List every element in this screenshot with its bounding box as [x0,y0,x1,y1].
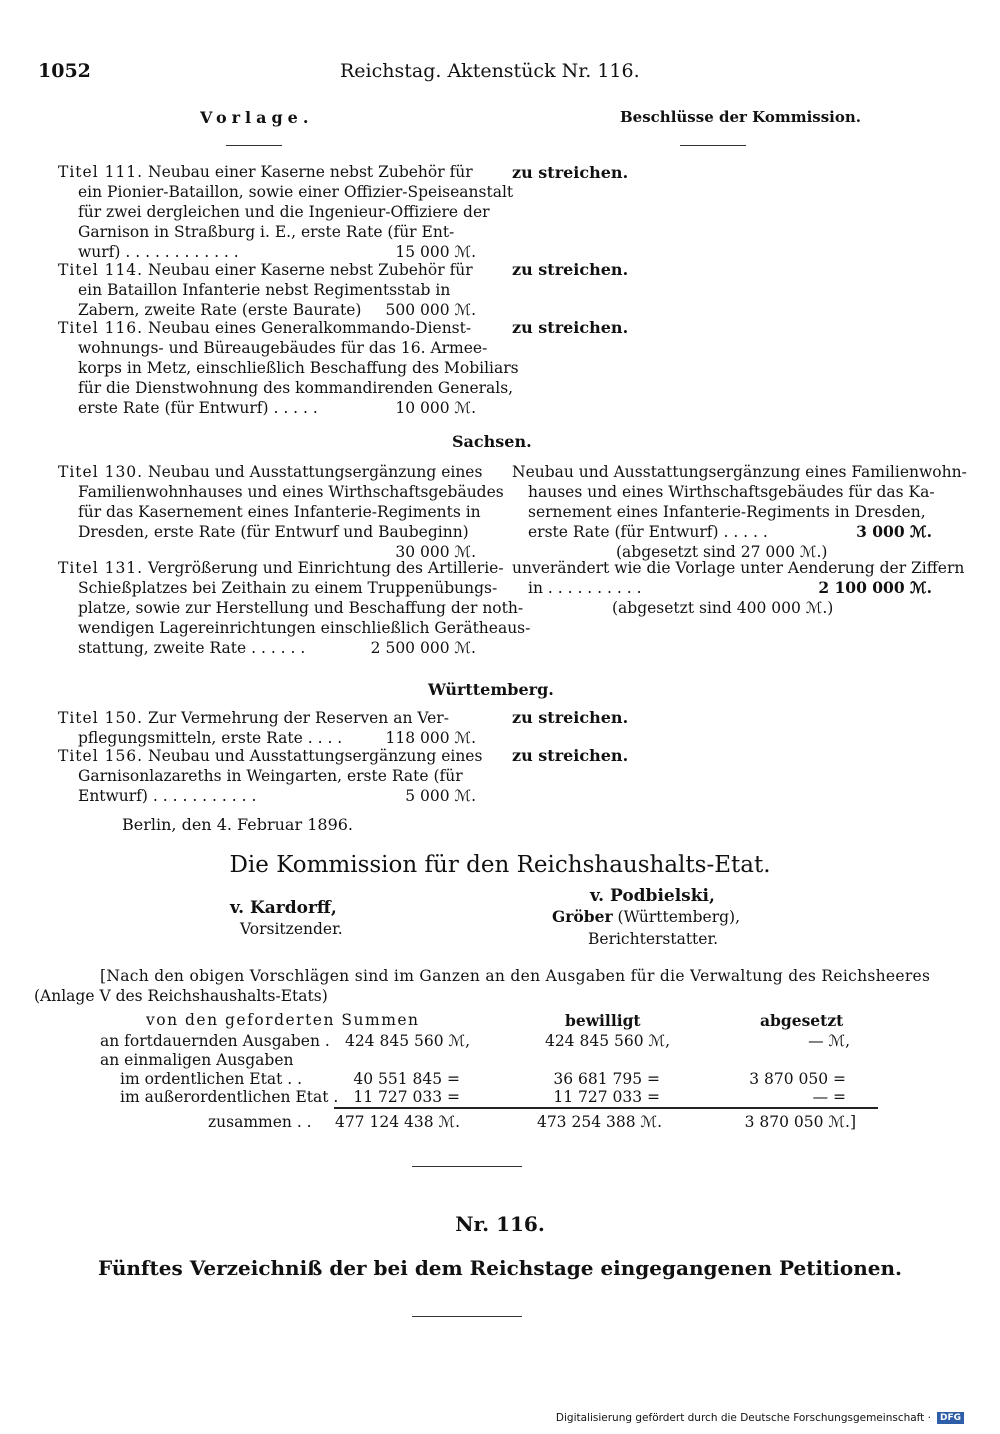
entry-line: Entwurf) [78,787,148,805]
summary-requested: 424 845 560 ℳ, [344,1032,470,1050]
next-document-title: Fünftes Verzeichniß der bei dem Reichstage eingegangenen Petitionen. [97,1256,902,1280]
entry-line: platze, sowie zur Herstellung und Beschaffung der noth- [78,599,524,617]
verdict-titel-116: zu streichen. [512,318,629,337]
entry-line: wohnungs- und Büreaugebäudes für das 16. Armee- [78,339,488,357]
entry-amount: 500 000 ℳ. [385,301,476,319]
entry-line: Garnison in Straßburg i. E., erste Rate (für Ent- [78,223,455,241]
entry-title: Titel 150. [58,709,144,727]
section-heading-wuerttemberg: Württemberg. [428,680,554,699]
heading-rule-left [226,145,282,146]
entry-line: ein Pionier-Bataillon, sowie einer Offizier-Speiseanstalt [78,183,514,201]
left-column-heading: Vorlage. [200,108,314,127]
summary-granted: 36 681 795 = [553,1070,660,1088]
summary-total-rule [334,1107,878,1109]
entry-line: pflegungsmitteln, erste Rate [78,729,303,747]
chair-role: Vorsitzender. [240,920,343,938]
summary-total-granted: 473 254 388 ℳ. [536,1113,662,1131]
resolution-amount: 2 100 000 ℳ. [818,578,932,597]
entry-titel-150: Titel 150. Zur Vermehrung der Reserven an Ver- pflegungsmitteln, erste Rate . . . . 118 000 ℳ. [58,709,476,747]
entry-line: Dresden, erste Rate (für Entwurf und Baubeginn) [78,523,469,541]
commission-title: Die Kommission für den Reichshaushalts-Etat. [229,852,771,878]
chair-name: v. Kardorff, [230,898,337,918]
summary-granted: 424 845 560 ℳ, [544,1032,670,1050]
entry-line: für die Dienstwohnung des kommandirenden Generals, [78,379,514,397]
entry-line: Neubau und Ausstattungsergänzung eines [148,747,483,765]
entry-line: Neubau eines Generalkommando-Dienst- [148,319,472,337]
entry-line: Vergrößerung und Einrichtung des Artillerie- [148,559,504,577]
summary-total-deducted: 3 870 050 ℳ.] [744,1113,856,1131]
resolution-amount: 3 000 ℳ. [856,522,932,541]
summary-deducted: — ℳ, [808,1032,850,1050]
summary-row-label: im ordentlichen Etat . . [120,1070,303,1088]
summary-total-label: zusammen . . [208,1113,312,1131]
right-column-heading: Beschlüsse der Kommission. [620,108,861,126]
summary-deducted: — = [812,1088,846,1106]
entry-title: Titel 131. [58,559,144,577]
verdict-titel-114: zu streichen. [512,260,629,279]
entry-line: Zabern, zweite Rate (erste Baurate) [78,301,362,319]
heading-rule-right [680,145,746,146]
running-title: Reichstag. Aktenstück Nr. 116. [340,60,640,82]
entry-line: stattung, zweite Rate [78,639,247,657]
resolution-line: hauses und eines Wirthschaftsgebäudes für das Ka- [528,483,935,501]
resolution-titel-130: Neubau und Ausstattungsergänzung eines Familienwohn- hauses und eines Wirthschaftsgebäudes für das Ka- sernement eines Infanterie-Regiments in Dresden, erste Rate (für Entwurf) . . . . . 3 000 ℳ. (abgesetzt sind 27 000 ℳ.) [512,463,967,561]
entry-line: wendigen Lagereinrichtungen einschließlich Gerätheaus- [78,619,531,637]
summary-row-label: an fortdauernden Ausgaben . [100,1032,330,1050]
verdict-titel-150: zu streichen. [512,708,629,727]
summary-col-requested: von den geforderten Summen [146,1011,420,1029]
entry-line: für zwei dergleichen und die Ingenieur-Offiziere der [78,203,490,221]
verdict-titel-111: zu streichen. [512,163,629,182]
entry-line: Schießplatzes bei Zeithain zu einem Truppenübungs- [78,579,498,597]
resolution-line: erste Rate (für Entwurf) [528,523,719,541]
entry-amount: 118 000 ℳ. [385,729,476,747]
footer [556,1412,964,1424]
entry-title: Titel 130. [58,463,144,481]
entry-line: korps in Metz, einschließlich Beschaffung des Mobiliars [78,359,519,377]
resolution-note: (abgesetzt sind 400 000 ℳ.) [612,599,834,617]
rapporteur-name-2-line [552,907,740,926]
next-document-number: Nr. 116. [455,1212,545,1236]
entry-line: für das Kasernement eines Infanterie-Regiments in [78,503,481,521]
entry-line: wurf) [78,243,121,261]
resolution-line: unverändert wie die Vorlage unter Aenderung der Ziffern [512,559,965,577]
separator-rule [412,1166,522,1167]
summary-requested: 11 727 033 = [353,1088,460,1106]
entry-title: Titel 116. [58,319,144,337]
resolution-line: in [528,579,543,597]
entry-amount: 2 500 000 ℳ. [370,639,476,657]
entry-titel-116: Titel 116. Neubau eines Generalkommando-Dienst- wohnungs- und Büreaugebäudes für das 16. Armee- korps in Metz, einschließlich Beschaffung des Mobiliars für die Dienstwohnung des kommandirenden Generals, erste Rate (für Entwurf) . . . . . 10 000 ℳ. [58,319,519,417]
section-heading-sachsen: Sachsen. [452,432,532,451]
resolution-line: sernement eines Infanterie-Regiments in Dresden, [528,503,926,521]
summary-requested: 40 551 845 = [353,1070,460,1088]
summary-total-requested: 477 124 438 ℳ. [334,1113,460,1131]
rapporteur-name-2-suffix: (Württemberg), [617,908,741,926]
resolution-titel-131: unverändert wie die Vorlage unter Aenderung der Ziffern in . . . . . . . . . . 2 100 000 ℳ. (abgesetzt sind 400 000 ℳ.) [512,559,965,617]
summary-granted: 11 727 033 = [553,1088,660,1106]
summary-row-label: an einmaligen Ausgaben [100,1051,294,1069]
entry-titel-111: Titel 111. Neubau einer Kaserne nebst Zubehör für ein Pionier-Bataillon, sowie einer Offizier-Speiseanstalt für zwei dergleichen und die Ingenieur-Offiziere der Garnison in Straßburg i. E., erste Rate (für Ent- wurf) . . . . . . . . . . . . 15 000 ℳ. [58,163,514,261]
entry-line: Familienwohnhauses und eines Wirthschaftsgebäudes [78,483,504,501]
date-line: Berlin, den 4. Februar 1896. [122,815,354,834]
page-number: 1052 [38,60,91,82]
verdict-titel-156: zu streichen. [512,746,629,765]
entry-titel-130 [58,462,504,562]
entry-line: Zur Vermehrung der Reserven an Ver- [148,709,449,727]
entry-title: Titel 156. [58,747,144,765]
summary-deducted: 3 870 050 = [749,1070,846,1088]
entry-amount: 10 000 ℳ. [395,399,476,417]
entry-line: Neubau einer Kaserne nebst Zubehör für [148,261,473,279]
summary-col-granted: bewilligt [565,1011,641,1030]
summary-col-deducted: abgesetzt [760,1011,844,1030]
entry-amount: 5 000 ℳ. [405,787,476,805]
rapporteur-name-2: Gröber [552,907,613,926]
entry-amount: 30 000 ℳ. [395,543,476,561]
entry-title: Titel 111. [58,163,144,181]
footer-text: Digitalisierung gefördert durch die Deutsche Forschungsgemeinschaft · [555,1412,931,1424]
entry-line: Neubau und Ausstattungsergänzung eines [148,463,483,481]
entry-line: Garnisonlazareths in Weingarten, erste Rate (für [78,767,463,785]
entry-line: ein Bataillon Infanterie nebst Regimentsstab in [78,281,451,299]
entry-titel-156: Titel 156. Neubau und Ausstattungsergänzung eines Garnisonlazareths in Weingarten, erste Rate (für Entwurf) . . . . . . . . . . . 5 000 ℳ. [58,747,483,805]
entry-line: erste Rate (für Entwurf) [78,399,269,417]
rapporteur-role: Berichterstatter. [588,930,719,948]
resolution-note: (abgesetzt sind 27 000 ℳ.) [616,543,828,561]
entry-line: Neubau einer Kaserne nebst Zubehör für [148,163,473,181]
summary-intro-line-2: (Anlage V des Reichshaushalts-Etats) [34,987,328,1005]
entry-title: Titel 114. [58,261,144,279]
rapporteur-name-1: v. Podbielski, [590,886,715,906]
entry-titel-114 [58,260,476,320]
summary-intro-line-1: [Nach den obigen Vorschlägen sind im Ganzen an den Ausgaben für die Verwaltung des Reichsheeres [100,967,931,985]
dfg-logo-icon: DFG [937,1412,964,1424]
entry-titel-131: Titel 131. Vergrößerung und Einrichtung des Artillerie- Schießplatzes bei Zeithain zu einem Truppenübungs- platze, sowie zur Herstellung und Beschaffung der noth- wendigen Lagereinrichtungen einschließlich Gerätheaus- stattung, zweite Rate . . . . . . 2 500 000 ℳ. [58,559,531,657]
entry-amount: 15 000 ℳ. [395,243,476,261]
resolution-line: Neubau und Ausstattungsergänzung eines Familienwohn- [512,463,967,481]
separator-rule-bottom [412,1316,522,1317]
summary-row-label: im außerordentlichen Etat . [120,1088,339,1106]
